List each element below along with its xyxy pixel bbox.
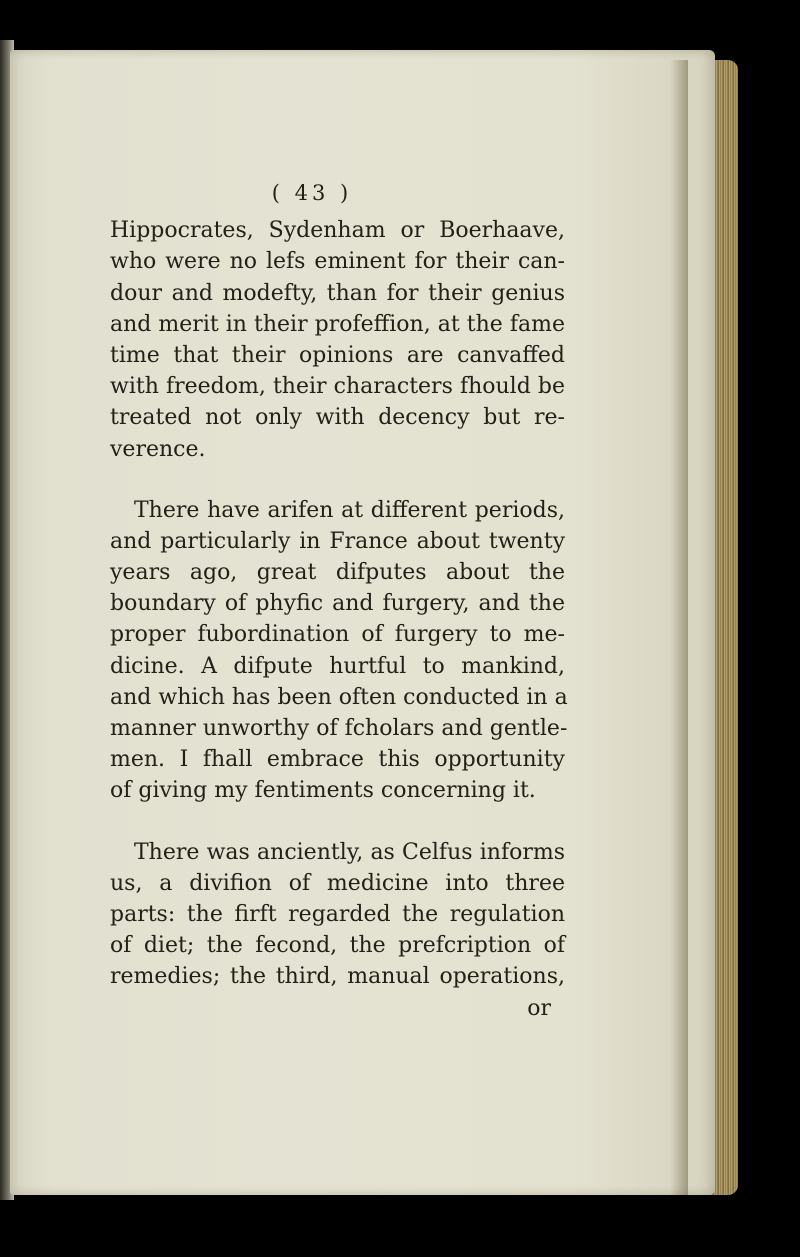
text-line: who were no lefs eminent for their can- [110, 249, 565, 275]
text-line: and which has been often conducted in a [110, 684, 568, 710]
text-line: manner unworthy of fcholars and gentle- [110, 716, 568, 742]
paragraph-2 [110, 495, 568, 807]
text-line: verence. [110, 436, 206, 462]
paragraph-gap [110, 807, 565, 837]
text-line: There was anciently, as Celfus informs [134, 839, 565, 865]
paragraph-3 [110, 837, 565, 993]
page-text [110, 178, 568, 1024]
text-line: and particularly in France about twenty [110, 528, 565, 554]
text-line: Hippocrates, Sydenham or Boerhaave, [110, 218, 565, 244]
text-line: men. I fhall embrace this opportunity [110, 747, 565, 773]
text-line: parts: the firft regarded the regulation [110, 901, 565, 927]
text-line: of giving my fentiments concerning it. [110, 778, 536, 804]
page-number: ( 43 ) [271, 181, 353, 205]
text-line: us, a divifion of medicine into three [110, 870, 565, 896]
paragraph-1 [110, 215, 565, 465]
catchword: or [527, 995, 551, 1021]
text-line: of diet; the fecond, the prefcription of [110, 933, 565, 959]
text-line: and merit in their profeffion, at the fame [110, 311, 565, 337]
text-line: proper fubordination of furgery to me- [110, 622, 565, 648]
paragraph-gap [110, 465, 565, 495]
text-line: dour and modefty, than for their genius [110, 280, 565, 306]
text-line: boundary of phyfic and furgery, and the [110, 591, 565, 617]
text-line: dicine. A difpute hurtful to mankind, [110, 653, 565, 679]
text-line: There have arifen at different periods, [134, 497, 565, 523]
text-line: remedies; the third, manual operations, [110, 964, 565, 990]
text-line: treated not only with decency but re- [110, 405, 565, 431]
text-line: with freedom, their characters fhould be [110, 374, 565, 400]
gutter-shadow [670, 60, 688, 1195]
text-line: years ago, great difputes about the [110, 560, 565, 586]
text-line: time that their opinions are canvaffed [110, 342, 565, 368]
